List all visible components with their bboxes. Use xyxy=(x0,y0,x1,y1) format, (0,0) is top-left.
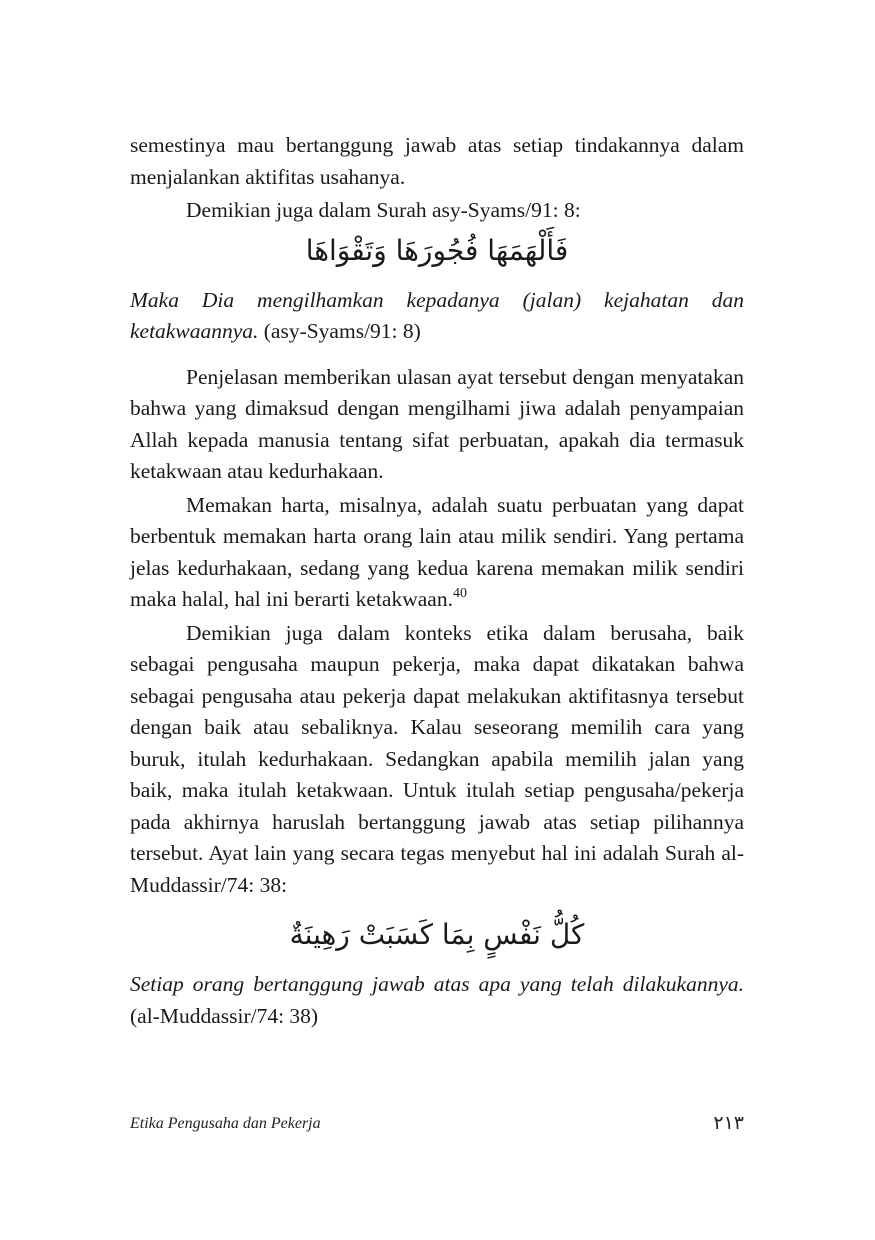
verse-translation-1 xyxy=(130,285,744,348)
paragraph: semestinya mau bertanggung jawab atas setiap tindakannya dalam menjalankan aktifitas usahanya. xyxy=(130,133,744,189)
paragraph-text: Memakan harta, misalnya, adalah suatu perbuatan yang dapat berbentuk memakan harta orang lain atau milik sendiri. Yang pertama jelas kedurhakaan, sedang yang kedua karena memakan milik sendiri maka halal, hal ini berarti ketakwaan. xyxy=(130,492,744,611)
paragraph-intro-verse-1: Demikian juga dalam Surah asy-Syams/91: 8: xyxy=(186,198,581,222)
arabic-verse-1: فَأَلْهَمَهَا فُجُورَهَا وَتَقْوَاهَا xyxy=(305,233,569,267)
verse-reference: (al-Muddassir/74: 38) xyxy=(130,1003,319,1028)
paragraph: Penjelasan memberikan ulasan ayat tersebut dengan menyatakan bahwa yang dimaksud dengan mengilhami jiwa adalah penyampaian Allah kepada manusia tentang sifat perbuatan, apakah dia termasuk ketakwaan atau kedurhakaan. xyxy=(130,364,744,483)
page-footer xyxy=(130,1112,744,1139)
verse-translation-2 xyxy=(130,969,744,1032)
running-title: Etika Pengusaha dan Pekerja xyxy=(130,1115,321,1132)
translation-text: Setiap orang bertanggung jawab atas apa yang telah dilakukannya. xyxy=(130,972,744,996)
paragraph: Demikian juga dalam konteks etika dalam berusaha, baik sebagai pengusaha maupun pekerja, maka dapat dikatakan bahwa sebagai pengusaha atau pekerja dapat melakukan aktifitasnya tersebut dengan baik atau sebaliknya. Kalau seseorang memilih cara yang buruk, itulah kedurhakaan. Sedangkan apabila memilih jalan yang baik, maka itulah ketakwaan. Untuk itulah setiap pengusaha/pekerja pada akhirnya haruslah bertanggung jawab atas setiap pilihannya tersebut. Ayat lain yang secara tegas menyebut hal ini adalah Surah al-Muddassir/74: 38: xyxy=(130,620,744,897)
footnote-marker[interactable]: 40 xyxy=(452,586,467,601)
page-body xyxy=(130,130,744,1032)
arabic-verse-2: كُلُّ نَفْسٍ بِمَا كَسَبَتْ رَهِينَةٌ xyxy=(289,918,585,951)
translation-text: Maka Dia mengilhamkan kepadanya (jalan) kejahatan dan ketakwaannya. xyxy=(130,287,744,343)
verse-reference: (asy-Syams/91: 8) xyxy=(263,319,421,343)
paragraph xyxy=(130,490,744,616)
page-number: ٢١٣ xyxy=(713,1112,744,1134)
